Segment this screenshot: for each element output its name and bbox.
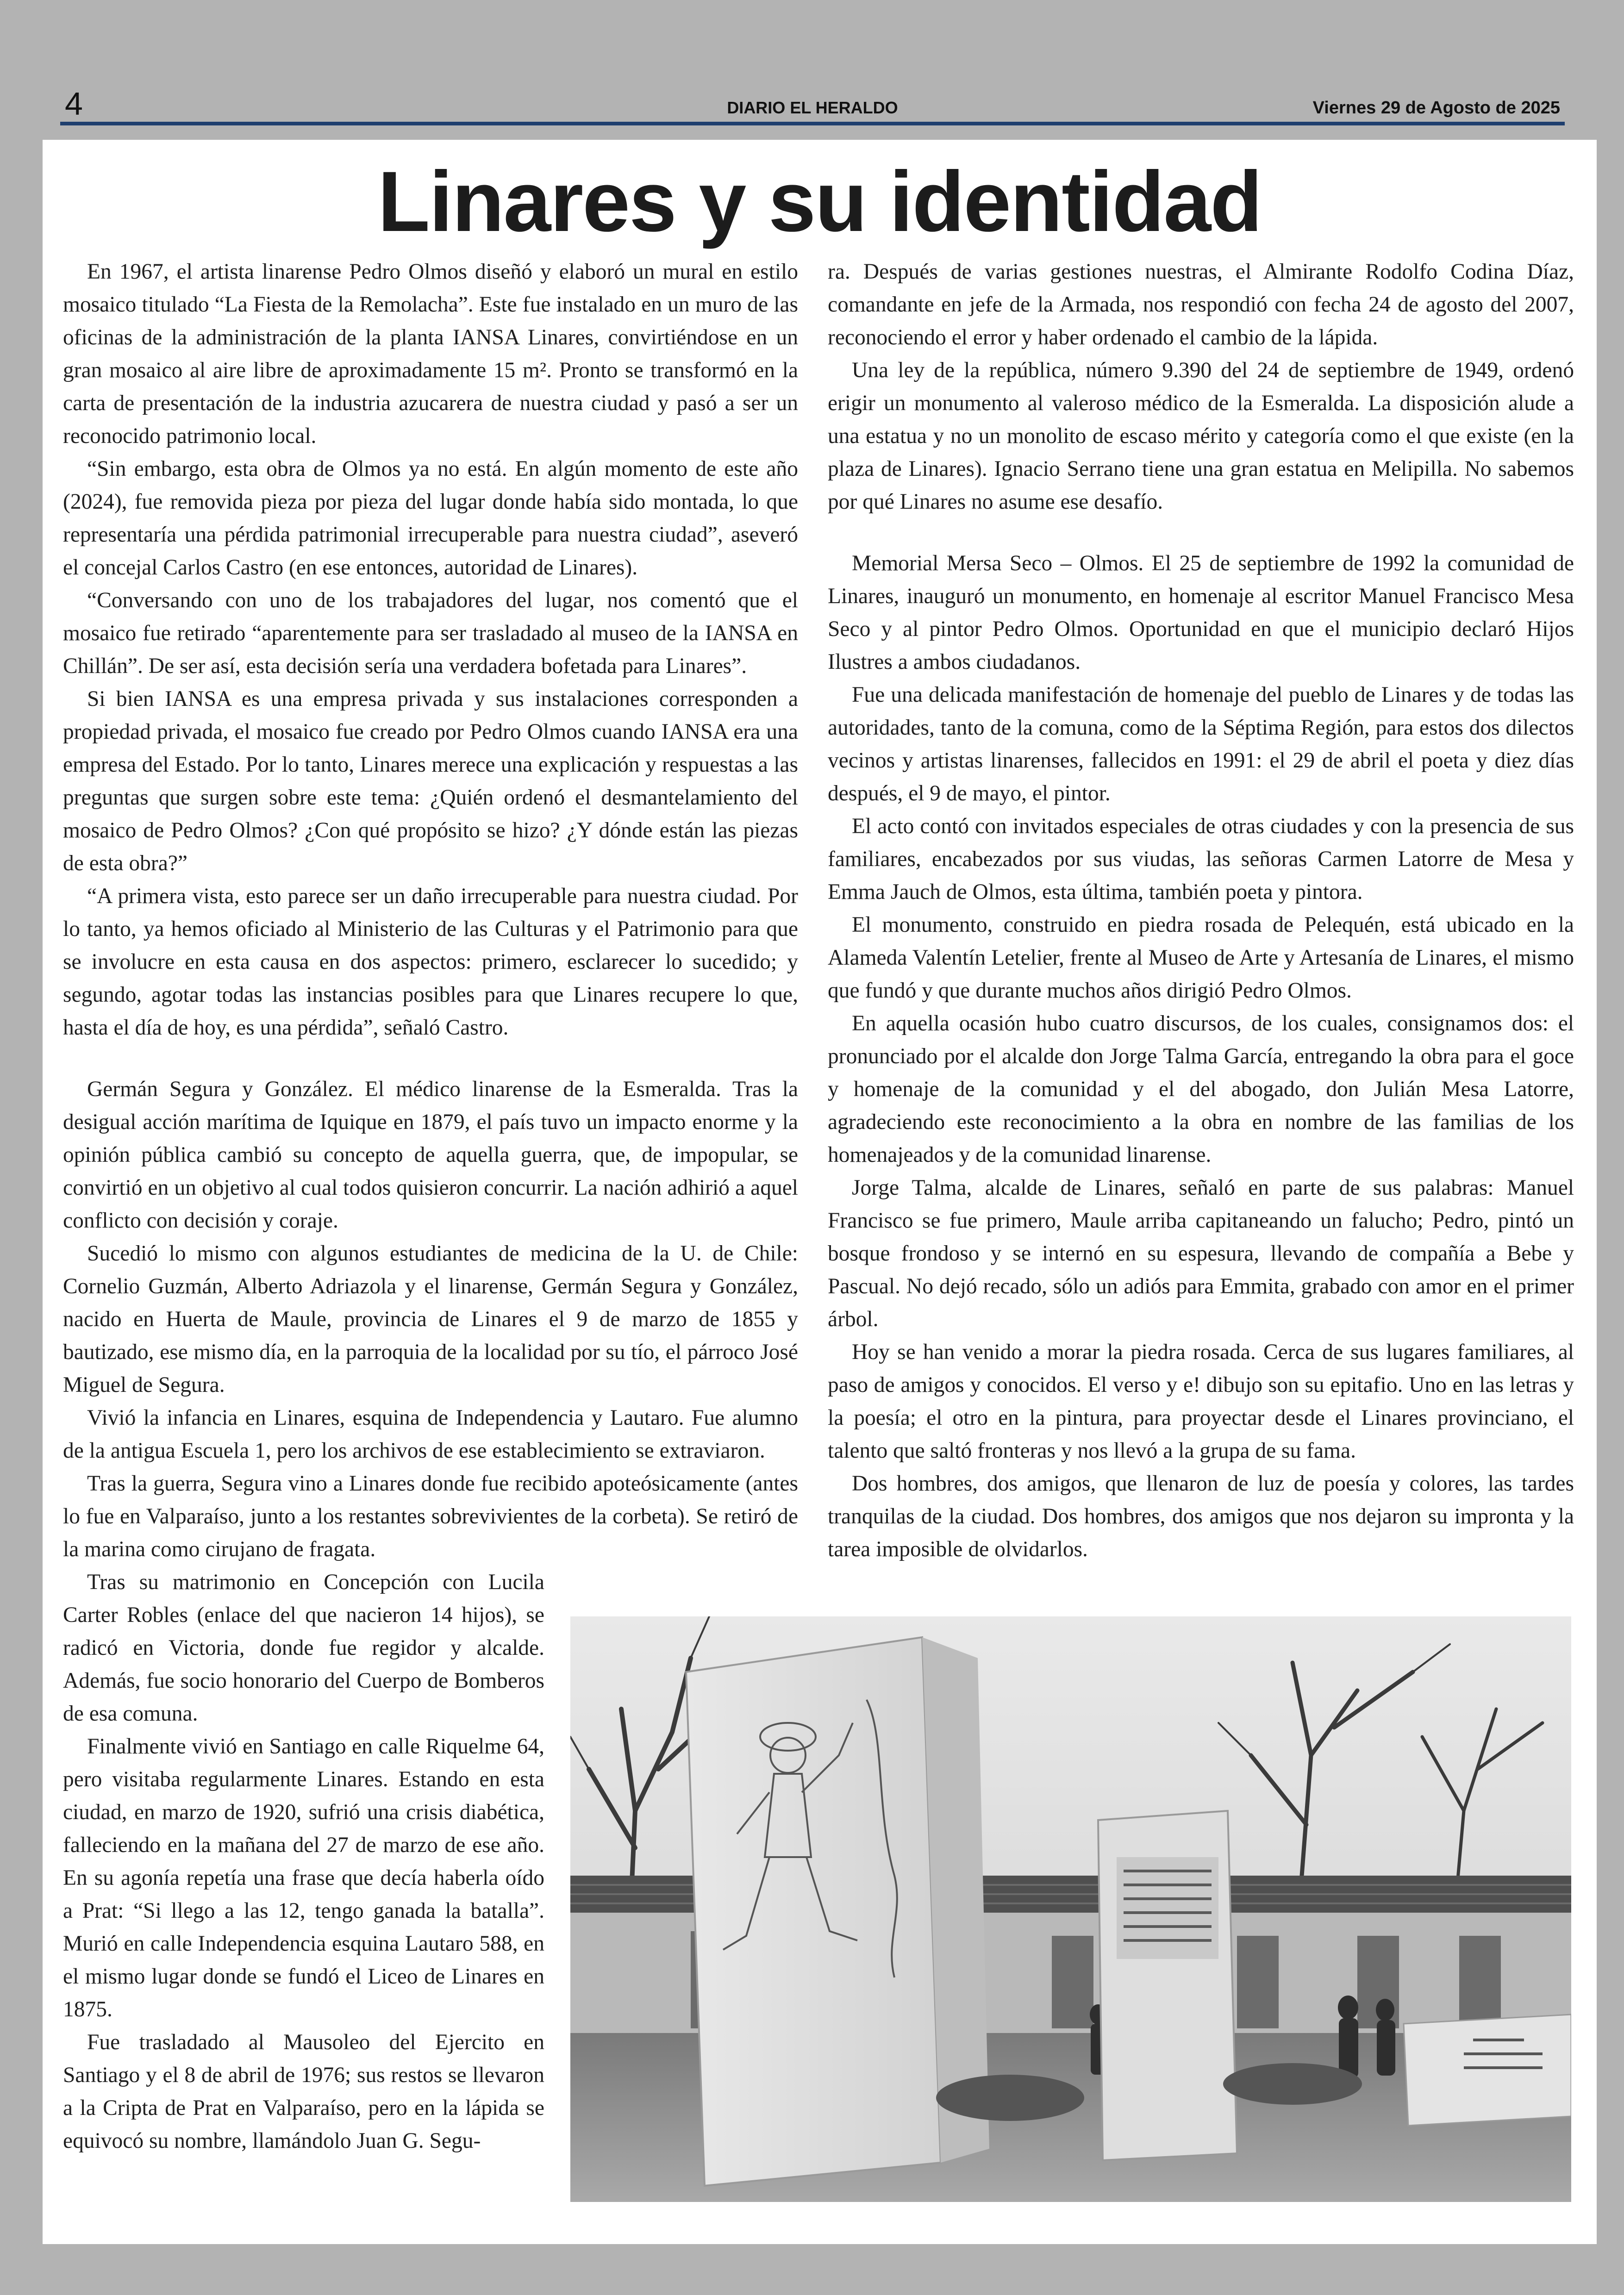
paragraph: Germán Segura y González. El médico linarense de la Esmeralda. Tras la desigual acción marítima de Iquique en 1879, el país tuvo un impacto enorme y la opinión pública cambió su concepto de aquella guerra, que, de impopular, se convirtió en un objetivo al cual todos quisieron concurrir. La nación adhirió a aquel conflicto con decisión y coraje. <box>63 1077 798 1233</box>
paragraph: Hoy se han venido a morar la piedra rosada. Cerca de sus lugares familiares, al paso de amigos y conocidos. El verso y e! dibujo son su epitafio. Uno en las letras y la poesía; el otro en la pintura, para proyectar desde el Linares provinciano, el talento que saltó fronteras y nos llevó a la grupa de su fama. <box>828 1340 1574 1463</box>
paragraph: Finalmente vivió en Santiago en calle Riquelme 64, pero visitaba regularmente Linares. Estando en esta ciudad, en marzo de 1920, sufrió una crisis diabética, falleciendo en la mañana del 27 de marzo de ese año. En su agonía repetía una frase que decía haberla oído a Prat: “Si llego a las 12, tengo ganada la batalla”. Murió en calle Independencia esquina Lautaro 588, en el mismo lugar donde se fundó el Liceo de Linares en 1875. <box>63 1734 544 2021</box>
paragraph: Sucedió lo mismo con algunos estudiantes de medicina de la U. de Chile: Cornelio Guzmán, Alberto Adriazola y el linarense, Germán Segura y González, nacido en Huerta de Maule, provincia de Linares el 9 de marzo de 1855 y bautizado, ese mismo día, en la parroquia de la localidad por su tío, el párroco José Miguel de Segura. <box>63 1241 798 1397</box>
paragraph: El acto contó con invitados especiales de otras ciudades y con la presencia de sus familiares, encabezados por sus viudas, las señoras Carmen Latorre de Mesa y Emma Jauch de Olmos, esta última, también poeta y pintora. <box>828 814 1574 904</box>
paragraph: Jorge Talma, alcalde de Linares, señaló en parte de sus palabras: Manuel Francisco se fue primero, Maule arriba capitaneando un falucho; Pedro, pintó un bosque frondoso y se internó en su espesura, llevando de compañía a Bebe y Pascual. No dejó recado, sólo un adiós para Emmita, grabado con amor en el primer árbol. <box>828 1176 1574 1331</box>
paragraph: Memorial Mersa Seco – Olmos. El 25 de septiembre de 1992 la comunidad de Linares, inauguró un monumento, en homenaje al escritor Manuel Francisco Mesa Seco y al pintor Pedro Olmos. Oportunidad en que el municipio declaró Hijos Ilustres a ambos ciudadanos. <box>828 551 1574 674</box>
paragraph: Si bien IANSA es una empresa privada y sus instalaciones corresponden a propiedad privada, el mosaico fue creado por Pedro Olmos cuando IANSA era una empresa del Estado. Por lo tanto, Linares merece una explicación y respuestas a las preguntas que surgen sobre este tema: ¿Quién ordenó el desmantelamiento del mosaico de Pedro Olmos? ¿Con qué propósito se hizo? ¿Y dónde están las piezas de esta obra?” <box>63 687 798 875</box>
paragraph: Tras su matrimonio en Concepción con Lucila Carter Robles (enlace del que nacieron 14 hijos), se radicó en Victoria, donde fue regidor y alcalde. Además, fue socio honorario del Cuerpo de Bomberos de esa comuna. <box>63 1570 544 1726</box>
paragraph: ra. Después de varias gestiones nuestras, el Almirante Rodolfo Codina Díaz, comandante en jefe de la Armada, nos respondió con fecha 24 de agosto del 2007, reconociendo el error y haber ordenado el cambio de la lápida. <box>828 260 1574 349</box>
paragraph: En aquella ocasión hubo cuatro discursos, de los cuales, consignamos dos: el pronunciado por el alcalde don Jorge Talma García, entregando la obra para el goce y homenaje de la comunidad y el del abogado, don Julián Mesa Latorre, agradeciendo este reconocimiento a la obra en nombre de las familias de los homenajeados y de la comunidad linarense. <box>828 1011 1574 1167</box>
memorial-photo <box>570 1616 1571 2202</box>
paragraph: “Sin embargo, esta obra de Olmos ya no está. En algún momento de este año (2024), fue removida pieza por pieza del lugar donde había sido montada, lo que representaría una pérdida patrimonial irrecuperable para nuestra ciudad”, aseveró el concejal Carlos Castro (en ese entonces, autoridad de Linares). <box>63 457 798 580</box>
page-header <box>60 82 1565 125</box>
publication-date: Viernes 29 de Agosto de 2025 <box>1312 98 1560 118</box>
paragraph: Dos hombres, dos amigos, que llenaron de luz de poesía y colores, las tardes tranquilas de la ciudad. Dos hombres, dos amigos que nos dejaron su impronta y la tarea imposible de olvidarlos. <box>828 1472 1574 1561</box>
paragraph: “Conversando con uno de los trabajadores del lugar, nos comentó que el mosaico fue retirado “aparentemente para ser trasladado al museo de la IANSA en Chillán”. De ser así, esta decisión sería una verdadera bofetada para Linares”. <box>63 588 798 678</box>
page-number: 4 <box>65 86 83 122</box>
paragraph: Tras la guerra, Segura vino a Linares donde fue recibido apoteósicamente (antes lo fue en Valparaíso, junto a los restantes sobrevivientes de la corbeta). Se retiró de la marina como cirujano de fragata. <box>63 1472 798 1561</box>
paragraph: El monumento, construido en piedra rosada de Pelequén, está ubicado en la Alameda Valentín Letelier, frente al Museo de Arte y Artesanía de Linares, el mismo que fundó y que durante muchos años dirigió Pedro Olmos. <box>828 913 1574 1003</box>
paragraph: Fue trasladado al Mausoleo del Ejercito en Santiago y el 8 de abril de 1976; sus restos se llevaron a la Cripta de Prat en Valparaíso, pero en la lápida se equivocó su nombre, llamándolo Juan G. Segu- <box>63 2030 544 2153</box>
paragraph: En 1967, el artista linarense Pedro Olmos diseñó y elaboró un mural en estilo mosaico titulado “La Fiesta de la Remolacha”. Este fue instalado en un muro de las oficinas de la administración de la planta IANSA Linares, convirtiéndose en un gran mosaico al aire libre de aproximadamente 15 m². Pronto se transformó en la carta de presentación de la industria azucarera de nuestra ciudad y pasó a ser un reconocido patrimonio local. <box>63 260 798 448</box>
paragraph: Vivió la infancia en Linares, esquina de Independencia y Lautaro. Fue alumno de la antigua Escuela 1, pero los archivos de ese establecimiento se extraviaron. <box>63 1406 798 1463</box>
newspaper-name: DIARIO EL HERALDO <box>727 98 898 117</box>
article-title: Linares y su identidad <box>377 154 1262 249</box>
paragraph: Fue una delicada manifestación de homenaje del pueblo de Linares y de todas las autoridades, tanto de la comuna, como de la Séptima Región, para estos dos dilectos vecinos y artistas linarenses, fallecidos en 1991: el 29 de abril el poeta y diez días después, el 9 de mayo, el pintor. <box>828 683 1574 805</box>
newspaper-page <box>43 140 1597 2244</box>
paragraph: Una ley de la república, número 9.390 del 24 de septiembre de 1949, ordenó erigir un monumento al valeroso médico de la Esmeralda. La disposición alude a una estatua y no un monolito de escaso mérito y categoría como el que existe (en la plaza de Linares). Ignacio Serrano tiene una gran estatua en Melipilla. No sabemos por qué Linares no asume ese desafío. <box>828 358 1574 514</box>
article-right-column <box>828 256 1574 1566</box>
paragraph: “A primera vista, esto parece ser un daño irrecuperable para nuestra ciudad. Por lo tanto, ya hemos oficiado al Ministerio de las Culturas y el Patrimonio para que se involucre en esta causa en dos aspectos: primero, esclarecer lo sucedido; y segundo, agotar todas las instancias posibles para que Linares recupere lo que, hasta el día de hoy, es una pérdida”, señaló Castro. <box>63 884 798 1040</box>
